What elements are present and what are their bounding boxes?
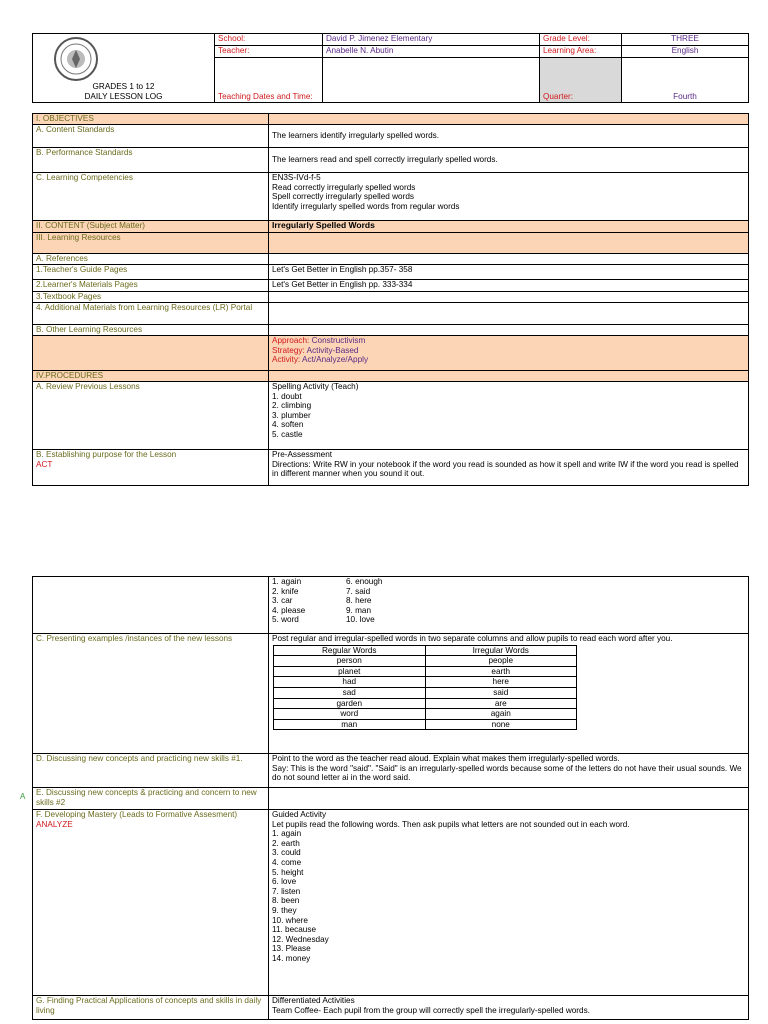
performance-standards-label: B. Performance Standards bbox=[33, 148, 269, 173]
learners-materials-value: Let's Get Better in English pp. 333-334 bbox=[269, 280, 749, 292]
irregular-words-header: Irregular Words bbox=[425, 645, 577, 656]
review-label: A. Review Previous Lessons bbox=[33, 382, 269, 450]
strategy-value: Activity-Based bbox=[306, 345, 359, 355]
regular-word: person bbox=[274, 656, 426, 667]
mastery-text: F. Developing Mastery (Leads to Formative Assesment) bbox=[36, 810, 238, 819]
guided-text: Let pupils read the following words. Then ask pupils what letters are not sounded out in each word. bbox=[272, 819, 630, 829]
pre-assessment-directions: Directions: Write RW in your notebook if the word you read is sounded as how it spell and write IW if the word you read is spelled in different manner when you sound it out. bbox=[272, 459, 739, 479]
purpose-text: B. Establishing purpose for the Lesson bbox=[36, 450, 177, 459]
procedures-heading: IV.PROCEDURES bbox=[33, 371, 269, 382]
guided-title: Guided Activity bbox=[272, 810, 327, 819]
word-columns-table bbox=[273, 645, 577, 731]
approach-value: Constructivism bbox=[311, 336, 366, 345]
discuss1-value bbox=[269, 754, 749, 788]
competency-line: Spell correctly irregularly spelled words bbox=[272, 192, 414, 202]
irregular-word: are bbox=[425, 698, 577, 709]
review-title: Spelling Activity (Teach) bbox=[272, 382, 359, 391]
logo-cell bbox=[33, 34, 215, 103]
content-value: Irregularly Spelled Words bbox=[269, 221, 749, 233]
guided-item: 4. come bbox=[272, 857, 302, 867]
header-title-1: GRADES 1 to 12 bbox=[92, 82, 155, 91]
word-item: 10. love bbox=[346, 615, 375, 625]
guided-item: 13. Please bbox=[272, 944, 311, 954]
guided-item: 14. money bbox=[272, 953, 311, 963]
lr-portal-label: 4. Additional Materials from Learning Resources (LR) Portal bbox=[33, 303, 269, 325]
quarter-value: Fourth bbox=[622, 58, 749, 103]
discuss2-label: E. Discussing new concepts & practicing and concern to new skills #2 bbox=[33, 788, 269, 810]
regular-word: had bbox=[274, 677, 426, 688]
guided-item: 6. love bbox=[272, 877, 297, 887]
guided-item: 8. been bbox=[272, 896, 300, 906]
approach-block bbox=[269, 336, 749, 371]
irregular-word: said bbox=[425, 687, 577, 698]
grade-value: THREE bbox=[622, 34, 749, 46]
word-item: 3. car bbox=[272, 596, 293, 606]
word-item: 7. said bbox=[346, 586, 371, 596]
review-value bbox=[269, 382, 749, 450]
pre-assessment bbox=[269, 450, 749, 486]
area-value: English bbox=[622, 46, 749, 58]
references-label: A. References bbox=[33, 254, 269, 265]
irregular-word: none bbox=[425, 719, 577, 730]
regular-word: man bbox=[274, 719, 426, 730]
objectives-heading: I. OBJECTIVES bbox=[33, 114, 269, 125]
content-standards-value: The learners identify irregularly spelled words. bbox=[269, 125, 749, 148]
mastery-label bbox=[33, 810, 269, 996]
resources-heading: III. Learning Resources bbox=[33, 233, 269, 254]
analyze-label: ANALYZE bbox=[36, 819, 73, 829]
competencies-label: C. Learning Competencies bbox=[33, 173, 269, 221]
activity-value: Act/Analyze/Apply bbox=[302, 355, 369, 365]
differentiated-activities bbox=[269, 996, 749, 1020]
word-item: 2. knife bbox=[272, 586, 299, 596]
quarter-label: Quarter: bbox=[540, 58, 622, 103]
act-label: ACT bbox=[36, 459, 53, 469]
guided-item: 1. again bbox=[272, 829, 302, 839]
regular-words-header: Regular Words bbox=[274, 645, 426, 656]
learners-materials-label: 2.Learner's Materials Pages bbox=[33, 280, 269, 292]
teacher-value: Anabelle N. Abutin bbox=[323, 46, 540, 58]
lesson-table-part2 bbox=[32, 576, 749, 1020]
presenting-label: C. Presenting examples /instances of the new lessons bbox=[33, 634, 269, 754]
grade-label: Grade Level: bbox=[540, 34, 622, 46]
strategy-label: Strategy: bbox=[272, 345, 305, 355]
word-item: 8. here bbox=[346, 596, 372, 606]
pre-assessment-title: Pre-Assessment bbox=[272, 450, 333, 459]
word-item: 1. again bbox=[272, 577, 302, 586]
irregular-word: here bbox=[425, 677, 577, 688]
guided-item: 2. earth bbox=[272, 838, 300, 848]
other-resources-label: B. Other Learning Resources bbox=[33, 325, 269, 336]
word-item: 6. enough bbox=[346, 577, 383, 586]
diff-text: Team Coffee- Each pupil from the group will correctly spell the irregularly-spelled words. bbox=[272, 1005, 590, 1015]
regular-word: planet bbox=[274, 666, 426, 677]
guided-item: 12. Wednesday bbox=[272, 934, 329, 944]
word-item: 4. please bbox=[272, 605, 306, 615]
teachers-guide-label: 1.Teacher's Guide Pages bbox=[33, 265, 269, 280]
competency-line: Identify irregularly spelled words from regular words bbox=[272, 201, 460, 211]
competency-code: EN3S-IVd-f-5 bbox=[272, 173, 321, 182]
presenting-value bbox=[269, 634, 749, 754]
header-table bbox=[32, 33, 749, 103]
guided-activity bbox=[269, 810, 749, 996]
irregular-word: people bbox=[425, 656, 577, 667]
guided-item: 9. they bbox=[272, 905, 297, 915]
content-standards-label: A. Content Standards bbox=[33, 125, 269, 148]
header-title-2: DAILY LESSON LOG bbox=[84, 92, 163, 101]
textbook-label: 3.Textbook Pages bbox=[33, 292, 269, 303]
activity-label: Activity: bbox=[272, 355, 301, 365]
guided-item: 7. listen bbox=[272, 886, 301, 896]
presenting-text: Post regular and irregular-spelled words in two separate columns and allow pupils to read each word after you. bbox=[272, 634, 673, 643]
teacher-label: Teacher: bbox=[215, 46, 323, 58]
school-label: School: bbox=[215, 34, 323, 46]
regular-word: garden bbox=[274, 698, 426, 709]
area-label: Learning Area: bbox=[540, 46, 622, 58]
review-item: 2. climbing bbox=[272, 401, 312, 411]
guided-item: 10. where bbox=[272, 915, 308, 925]
performance-standards-value: The learners read and spell correctly irregularly spelled words. bbox=[269, 148, 749, 173]
guided-item: 5. height bbox=[272, 867, 304, 877]
irregular-word: again bbox=[425, 709, 577, 720]
margin-letter: A bbox=[20, 792, 26, 801]
practical-label: G. Finding Practical Applications of concepts and skills in daily living bbox=[33, 996, 269, 1020]
review-item: 1. doubt bbox=[272, 391, 302, 401]
review-item: 5. castle bbox=[272, 429, 303, 439]
discuss1-line: Say: This is the word "said". "Said" is an irregularly-spelled words because some of the letters do not have their usual sounds. We do not sound letter ai in the word said. bbox=[272, 763, 742, 783]
competencies-value bbox=[269, 173, 749, 221]
discuss1-label: D. Discussing new concepts and practicing new skills #1. bbox=[33, 754, 269, 788]
competency-line: Read correctly irregularly spelled words bbox=[272, 182, 416, 192]
deped-seal-icon bbox=[53, 36, 99, 82]
guided-item: 11. because bbox=[272, 925, 317, 935]
content-heading: II. CONTENT (Subject Matter) bbox=[33, 221, 269, 233]
guided-item: 3. could bbox=[272, 848, 301, 858]
pre-assessment-words bbox=[269, 577, 749, 634]
discuss1-line: Point to the word as the teacher read aloud. Explain what makes them irregularly-spelled words. bbox=[272, 754, 620, 763]
review-item: 4. soften bbox=[272, 420, 304, 430]
regular-word: word bbox=[274, 709, 426, 720]
dates-value bbox=[323, 58, 540, 103]
diff-title: Differentiated Activities bbox=[272, 996, 355, 1005]
school-value: David P. Jimenez Elementary bbox=[323, 34, 540, 46]
teachers-guide-value: Let's Get Better in English pp.357- 358 bbox=[269, 265, 749, 280]
lesson-table-part1 bbox=[32, 113, 749, 486]
word-item: 5. word bbox=[272, 615, 299, 625]
dates-label: Teaching Dates and Time: bbox=[215, 58, 323, 103]
regular-word: sad bbox=[274, 687, 426, 698]
purpose-label bbox=[33, 450, 269, 486]
word-item: 9. man bbox=[346, 605, 372, 615]
approach-label: Approach: bbox=[272, 336, 310, 345]
review-item: 3. plumber bbox=[272, 410, 311, 420]
irregular-word: earth bbox=[425, 666, 577, 677]
